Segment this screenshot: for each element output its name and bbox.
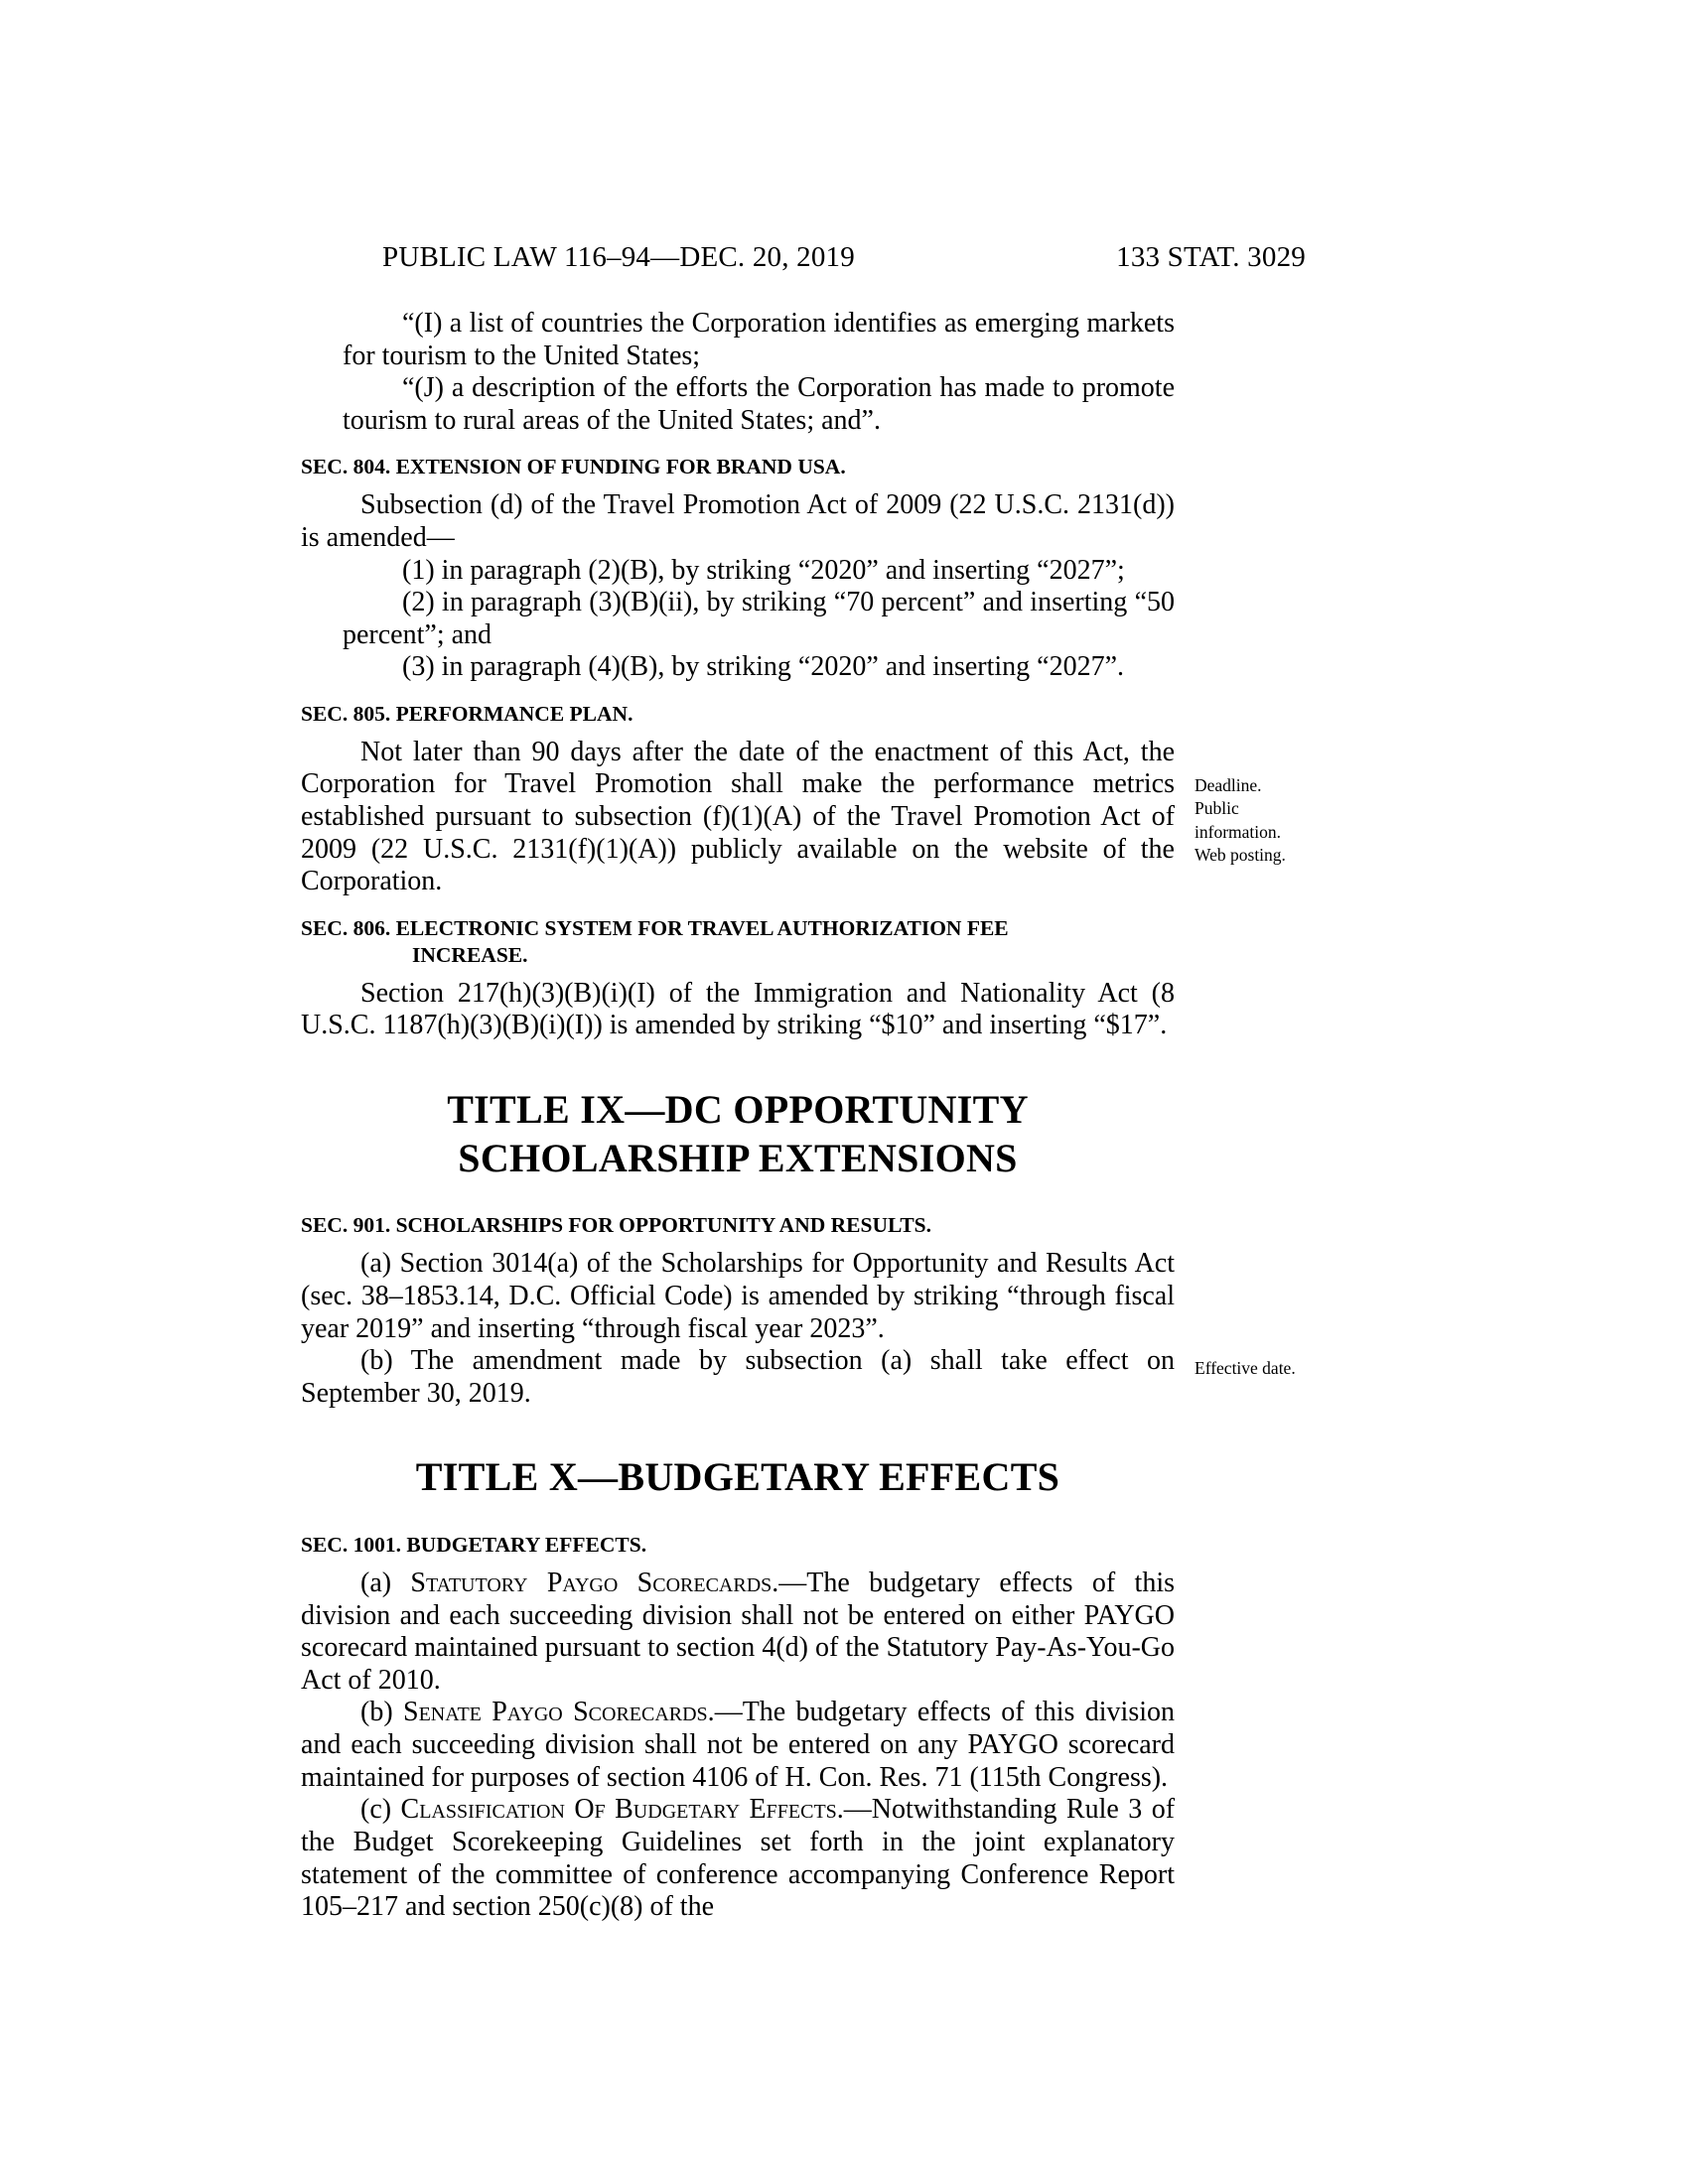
- paragraph-quote-J: “(J) a description of the efforts the Corporation has made to promote tourism to rural areas of the United States; and”.: [343, 372, 1175, 436]
- small-caps-label: Classification Of Budgetary Effects.: [400, 1794, 844, 1826]
- section-heading-805: SEC. 805. PERFORMANCE PLAN.: [301, 701, 633, 726]
- paragraph-sec1001-b: (b) Senate Paygo Scorecards.—The budgetary effects of this division and each succeeding division shall not be entered on any PAYGO scorecard maintained for purposes of section 4106 of H. Con. Res. 71 (115th Congress).: [301, 1697, 1175, 1793]
- section-heading-806: [301, 915, 1175, 969]
- paragraph-sec805-text: Not later than 90 days after the date of the enactment of this Act, the Corporation for Travel Promotion shall make the performance metrics established pursuant to subsection (f)(1)(A) of the Travel Promotion Act of 2009 (22 U.S.C. 2131(f)(1)(A)) publicly available on the website of the Corporation.: [301, 736, 1175, 897]
- paragraph-sec804-3: (3) in paragraph (4)(B), by striking “2020” and inserting “2027”.: [402, 651, 1125, 683]
- margin-note-line: Web posting.: [1195, 844, 1286, 865]
- section-heading-804: SEC. 804. EXTENSION OF FUNDING FOR BRAND USA.: [301, 455, 846, 479]
- margin-note-line: Public: [1195, 798, 1239, 819]
- section-heading-1001: SEC. 1001. BUDGETARY EFFECTS.: [301, 1533, 647, 1558]
- margin-note-line: Deadline.: [1195, 775, 1262, 795]
- paragraph-sec901-a: (a) Section 3014(a) of the Scholarships for Opportunity and Results Act (sec. 38–1853.14, D.C. Official Code) is amended by striking “through fiscal year 2019” and inserting “through fiscal year 2023”.: [301, 1248, 1175, 1344]
- title-ix-line1: TITLE IX—DC OPPORTUNITY: [447, 1086, 1029, 1132]
- margin-note-line: Effective date.: [1195, 1358, 1296, 1378]
- page-body: [301, 308, 1175, 1924]
- paragraph-quote-I: “(I) a list of countries the Corporation identifies as emerging markets for tourism to the United States;: [343, 308, 1175, 371]
- paragraph-sec806-text: Section 217(h)(3)(B)(i)(I) of the Immigration and Nationality Act (8 U.S.C. 1187(h)(3)(B)(i)(I)) is amended by striking “$10” and inserting “$17”.: [301, 977, 1175, 1041]
- paragraph-sec804-intro: Subsection (d) of the Travel Promotion Act of 2009 (22 U.S.C. 2131(d)) is amended—: [301, 489, 1175, 553]
- paragraph-sec1001-c: (c) Classification Of Budgetary Effects.—Notwithstanding Rule 3 of the Budget Scorekeeping Guidelines set forth in the joint explanatory statement of the committee of conference accompanying Conference Report 105–217 and section 250(c)(8) of the: [301, 1794, 1176, 1923]
- page-header: [0, 241, 1688, 274]
- small-caps-label: Statutory Paygo Scorecards.: [410, 1568, 779, 1599]
- section-heading-806-line1: SEC. 806. ELECTRONIC SYSTEM FOR TRAVEL AUTHORIZATION FEE: [301, 915, 1009, 940]
- paragraph-sec1001-a: (a) Statutory Paygo Scorecards.—The budgetary effects of this division and each succeeding division shall not be entered on either PAYGO scorecard maintained pursuant to section 4(d) of the Statutory Pay-As-You-Go Act of 2010.: [301, 1568, 1175, 1696]
- small-caps-label: Senate Paygo Scorecards.: [403, 1697, 715, 1728]
- margin-note-line: information.: [1195, 821, 1281, 842]
- title-heading-ix: [301, 1086, 1175, 1183]
- title-x-line1: TITLE X—BUDGETARY EFFECTS: [415, 1454, 1060, 1500]
- margin-note-deadline: [1195, 774, 1443, 867]
- title-ix-line2: SCHOLARSHIP EXTENSIONS: [458, 1135, 1018, 1180]
- header-statute-page: 133 STAT. 3029: [1116, 241, 1306, 273]
- paragraph-sec804-2: (2) in paragraph (3)(B)(ii), by striking “70 percent” and inserting “50 percent”; and: [343, 587, 1175, 650]
- section-heading-901: SEC. 901. SCHOLARSHIPS FOR OPPORTUNITY AND RESULTS.: [301, 1213, 932, 1238]
- header-law-citation: PUBLIC LAW 116–94—DEC. 20, 2019: [382, 241, 855, 273]
- paragraph-sec804-1: (1) in paragraph (2)(B), by striking “2020” and inserting “2027”;: [402, 554, 1125, 586]
- section-heading-806-line2: INCREASE.: [412, 942, 528, 967]
- paragraph-sec901-b: (b) The amendment made by subsection (a) shall take effect on September 30, 2019.: [301, 1345, 1175, 1409]
- title-heading-x: [301, 1453, 1175, 1502]
- margin-note-effective-date: [1195, 1357, 1443, 1380]
